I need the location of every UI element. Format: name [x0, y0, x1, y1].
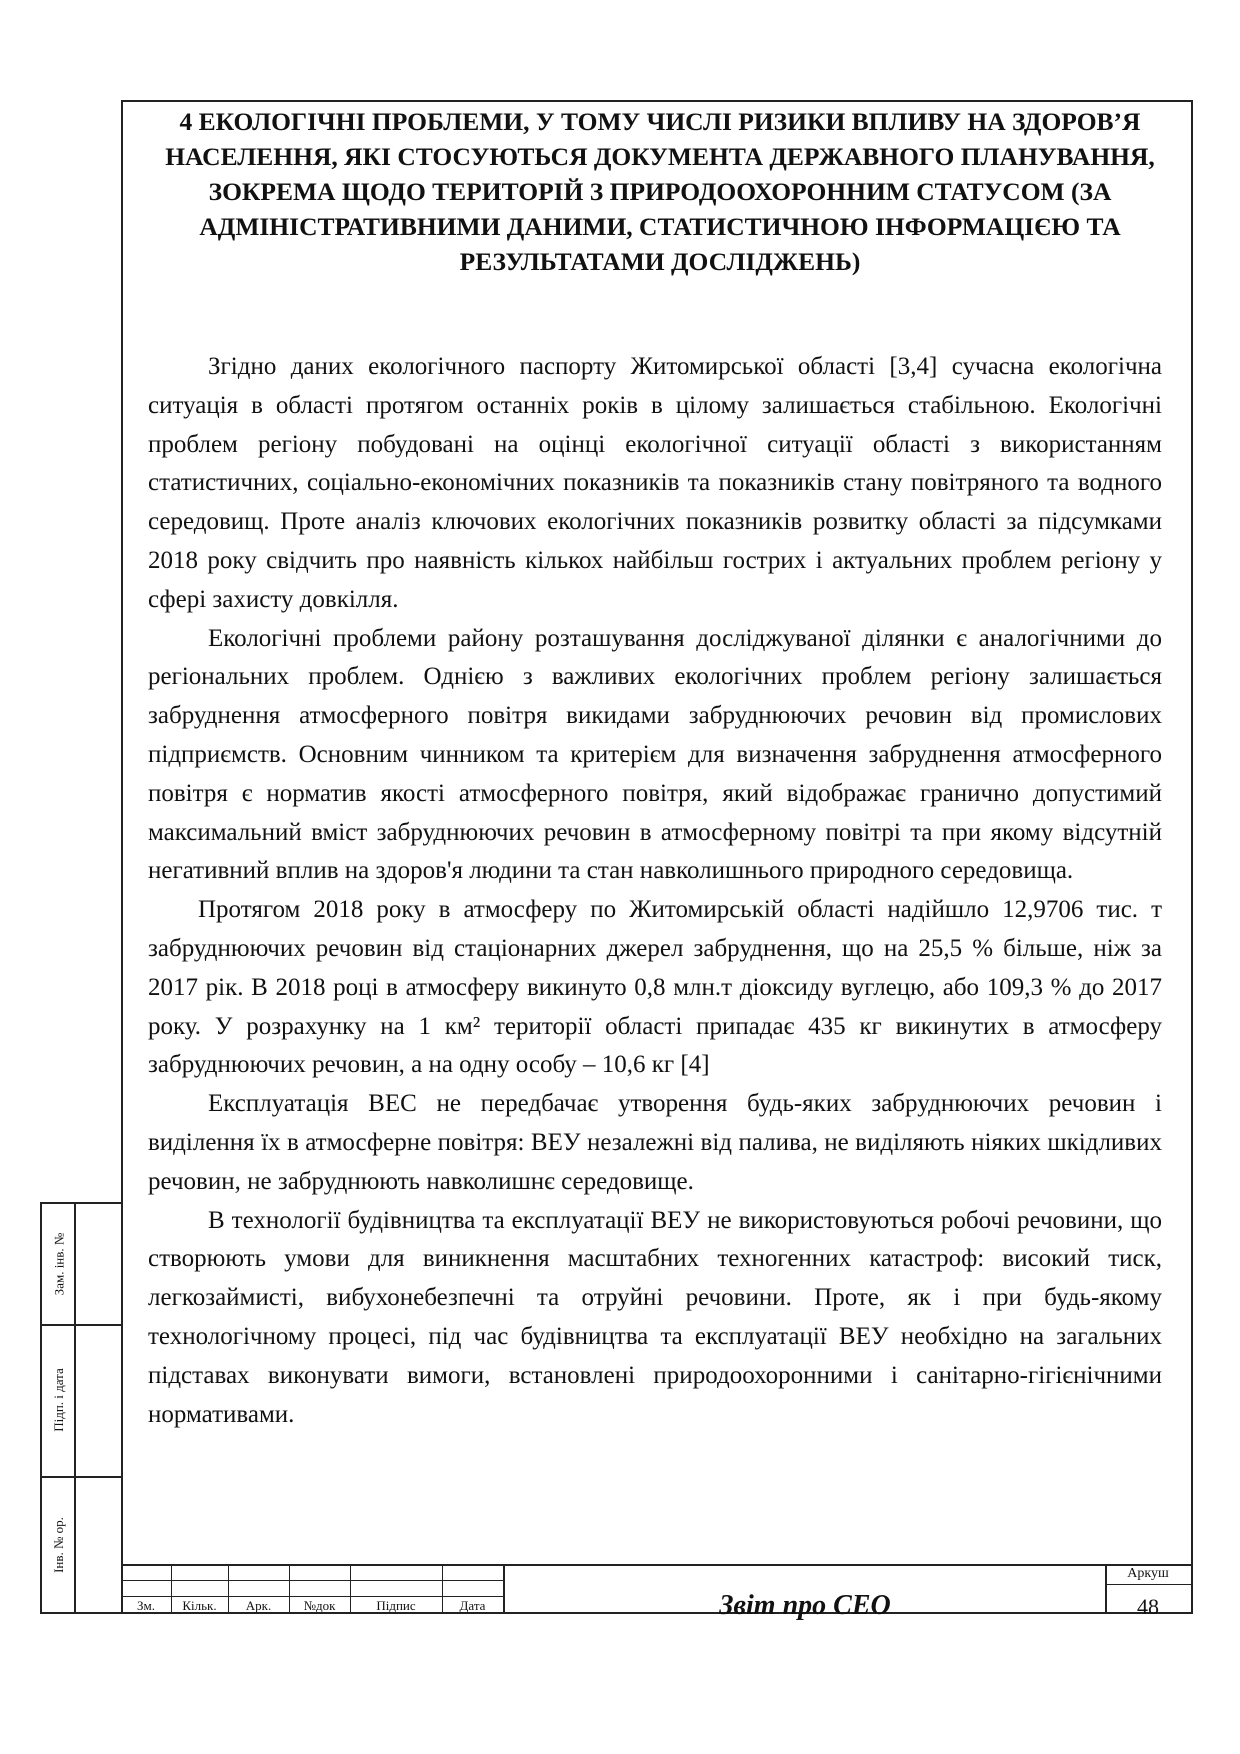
paragraph: Екологічні проблеми району розташування досліджуваної ділянки є аналогічними до регіональних проблем. Однією з важливих екологічних проблем регіону залишається забруднення атмосферного повітря викидами забруднюючих речовин від промислових підприємств. Основним чинником та критерієм для визначення забруднення атмосферного повітря є норматив якості атмосферного повітря, який відображає гранично допустимий максимальний вміст забруднюючих речовин в атмосферному повітрі та при якому відсутній негативний вплив на здоров'я людини та стан навколишнього природного середовища. [148, 624, 1162, 885]
col-date-label: Дата [459, 1598, 486, 1613]
title-block-border [121, 1564, 1193, 1566]
title-block-line [121, 1596, 505, 1597]
side-stamp [40, 1202, 123, 1614]
col-sheet-label: Арк. [245, 1598, 272, 1613]
document-title: Звіт про СЕО [719, 1590, 891, 1621]
col-doc-label: №док [303, 1598, 336, 1613]
replaced-inv-label: Зам. інв. № [51, 1232, 66, 1296]
signature-date-label: Підп. і дата [51, 1368, 66, 1432]
title-block-line [121, 1580, 505, 1581]
paragraph: В технології будівництва та експлуатації ВЕУ не використовуються робочі речовини, що створюють умови для виникнення масштабних техногенних катастроф: високий тиск, легкозаймисті, вибухонебезпечні та отруйні речовини. Проте, як і при будь-якому технологічному процесі, під час будівництва та експлуатації ВЕУ необхідно на загальних підставах виконувати вимоги, встановлені природоохоронними і санітарно-гігієнічними нормативами. [148, 1206, 1162, 1428]
sheet-label: Аркуш [1127, 1566, 1169, 1581]
section-heading: 4 ЕКОЛОГІЧНІ ПРОБЛЕМИ, У ТОМУ ЧИСЛІ РИЗИКИ ВПЛИВУ НА ЗДОРОВ’Я НАСЕЛЕННЯ, ЯКІ СТОСУЮТЬСЯ ДОКУМЕНТА ДЕРЖАВНОГО ПЛАНУВАННЯ, ЗОКРЕМА ЩОДО ТЕРИТОРІЙ З ПРИРОДООХОРОННИМ СТАТУСОМ (ЗА АДМІНІСТРАТИВНИМИ ДАНИМИ, СТАТИСТИЧНОЮ ІНФОРМАЦІЄЮ ТА РЕЗУЛЬТАТАМИ ДОСЛІДЖЕНЬ) [165, 107, 1155, 276]
body-text [148, 348, 1162, 1434]
paragraph: Протягом 2018 року в атмосферу по Житомирській області надійшло 12,9706 тис. т забруднюючих речовин від стаціонарних джерел забруднення, що на 25,5 % більше, ніж за 2017 рік. В 2018 році в атмосферу викинуто 0,8 млн.т діоксиду вуглецю, або 109,3 % до 2017 року. У розрахунку на 1 км² території області припадає 435 кг викинутих в атмосферу забруднюючих речовин, а на одну особу – 10,6 кг [4] [148, 896, 1162, 1079]
col-sign-label: Підпис [376, 1598, 416, 1613]
title-block-line [1105, 1584, 1193, 1585]
original-inv-label: Інв. № ор. [51, 1517, 67, 1573]
sheet-number: 48 [1137, 1594, 1159, 1619]
side-divider [74, 1204, 76, 1612]
paragraph: Експлуатація ВЕС не передбачає утворення будь-яких забруднюючих речовин і виділення їх в атмосферне повітря: ВЕУ незалежні від палива, не виділяють ніяких шкідливих речовин, не забруднюють навколишнє середовище. [148, 1090, 1162, 1195]
col-qty-label: Кільк. [182, 1598, 217, 1613]
col-change-label: Зм. [137, 1598, 155, 1613]
paragraph: Згідно даних екологічного паспорту Житомирської області [3,4] сучасна екологічна ситуація в області протягом останніх років в цілому залишається стабільною. Екологічні проблем регіону побудовані на оцінці екологічної ситуації області з використанням статистичних, соціально-економічних показників та показників стану повітряного та водного середовищ. Проте аналіз ключових екологічних показників розвитку області за підсумками 2018 року свідчить про наявність кількох найбільш гострих і актуальних проблем регіону у сфері захисту довкілля. [148, 353, 1162, 613]
